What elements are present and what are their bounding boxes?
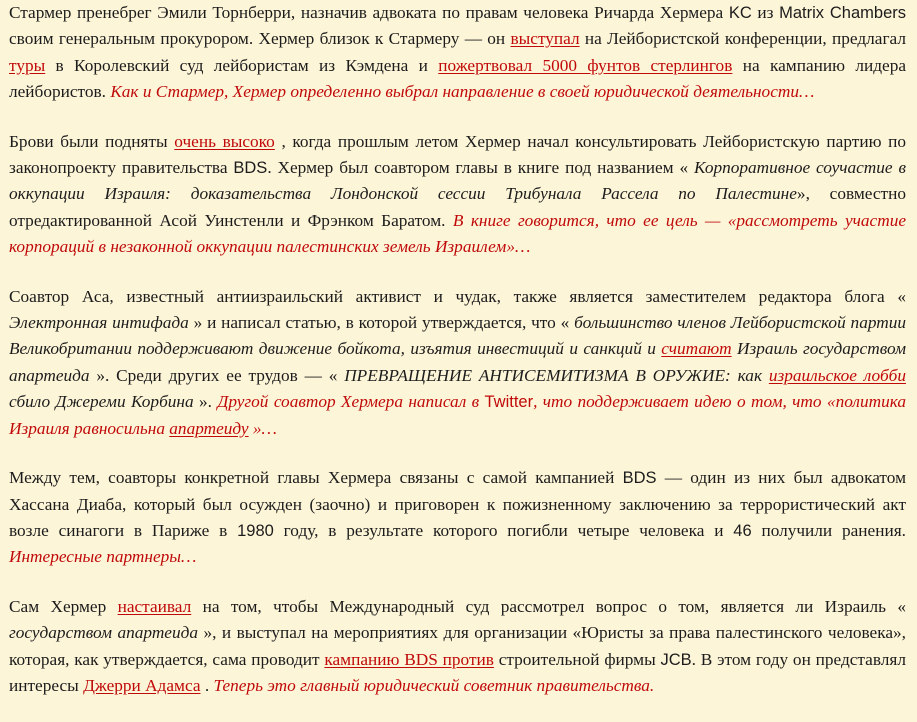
- text: Соавтор Аса, известный антиизраильский активист и чудак, также является заместителем редактора блога «: [9, 286, 906, 306]
- text: BDS: [233, 159, 268, 178]
- text: KC: [728, 4, 752, 22]
- text: BDS: [622, 469, 657, 488]
- link-israeli-lobby[interactable]: израильское лобби: [768, 365, 906, 385]
- commentary: Как и Стармер, Хермер определенно выбрал направление в своей юридической деятельности…: [110, 82, 815, 102]
- text: .: [200, 675, 214, 695]
- book-title: Корпоративное соучастие в оккупации Израиля: доказательства Лондонской сессии Трибунала Рассела по Палестине: [9, 158, 906, 204]
- blog-title: Электронная интифада: [9, 313, 189, 333]
- link-tury[interactable]: туры: [9, 55, 46, 75]
- paragraph-2: [9, 129, 906, 261]
- text: на том, чтобы Международный суд рассмотрел вопрос о том, является ли Израиль «: [191, 596, 906, 616]
- text: , когда прошлым летом Хермер начал консультировать Лейбористскую партию по законопроекту правительства: [9, 131, 906, 178]
- work-title: ПРЕВРАЩЕНИЕ АНТИСЕМИТИЗМА В ОРУЖИЕ: как: [344, 365, 769, 385]
- link-vystupal[interactable]: выступал: [510, 29, 580, 49]
- text: ».: [193, 392, 218, 412]
- link-donation[interactable]: пожертвовал 5000 фунтов стерлингов: [438, 55, 733, 75]
- text: строительной фирмы: [493, 649, 661, 669]
- text: своим генеральным прокурором. Хермер близок к Стармеру — он: [9, 29, 511, 49]
- link-gerry-adams[interactable]: Джерри Адамса: [83, 675, 201, 695]
- text: Между тем, соавторы конкретной главы Хермера связаны с самой кампанией: [9, 468, 623, 488]
- text: на Лейбористской конференции, предлагал: [579, 29, 906, 49]
- paragraph-5: [9, 594, 906, 700]
- commentary: , что поддерживает идею о том, что «политика Израиля равносильна: [9, 392, 907, 438]
- text: Сам Хермер: [9, 596, 118, 616]
- quote: Израиль государством апартеида: [9, 339, 906, 385]
- paragraph-3: [9, 284, 906, 442]
- commentary: Другой соавтор Хермера написал в: [217, 392, 485, 412]
- quote: государством апартеида: [9, 623, 198, 643]
- link-bds-campaign[interactable]: кампанию BDS против: [324, 649, 494, 669]
- text: », и выступал на мероприятиях для организации «Юристы за права палестинского человека», которая, как утверждается, сама проводит: [9, 623, 906, 669]
- text: . В этом году он представлял интересы: [9, 649, 906, 695]
- text: 46: [733, 521, 752, 540]
- text: . Хермер был соавтором главы в книге под названием «: [267, 158, 694, 178]
- text: году, в результате которого погибли четыре человека и: [273, 520, 734, 540]
- text: в Королевский суд лейбористам из Кэмдена и: [45, 55, 439, 75]
- text: Matrix Chambers: [779, 4, 906, 22]
- text: из: [751, 3, 780, 22]
- text: 1980: [237, 521, 274, 540]
- text: Twitter: [484, 393, 534, 412]
- text: JCB: [660, 650, 692, 669]
- article-body: [9, 0, 906, 722]
- text: на кампанию лидера лейбористов.: [9, 55, 906, 102]
- commentary: Интересные партнеры…: [9, 547, 197, 567]
- commentary: В книге говорится, что ее цель — «рассмотреть участие корпораций в незаконной оккупации палестинских земель Израилем»…: [9, 210, 906, 257]
- link-schitayut[interactable]: считают: [661, 339, 732, 359]
- text: получили ранения.: [751, 520, 906, 540]
- text: ». Среди других ее трудов — «: [89, 365, 345, 385]
- link-nastaival[interactable]: настаивал: [117, 596, 192, 616]
- quote: большинство членов Лейбористской партии Великобритании поддерживают движение бойкота, изъятия инвестиций и санкций и: [9, 313, 907, 359]
- paragraph-1: [9, 0, 906, 106]
- paragraph-4: [9, 465, 906, 571]
- commentary: »…: [248, 418, 277, 438]
- text: Брови были подняты: [9, 131, 175, 151]
- work-title: сбило Джереми Корбина: [9, 392, 194, 412]
- link-ochen-vysoko[interactable]: очень высоко: [174, 131, 275, 151]
- text: » и написал статью, в которой утверждается, что «: [188, 313, 575, 333]
- text: », совместно отредактированной Асой Уинстенли и Фрэнком Баратом.: [9, 184, 906, 230]
- commentary: Теперь это главный юридический советник правительства.: [213, 675, 655, 695]
- link-aparteidu[interactable]: апартеиду: [169, 418, 249, 438]
- text: Стармер пренебрег Эмили Торнберри, назначив адвоката по правам человека Ричарда Хермера: [9, 3, 729, 22]
- text: — один из них был адвокатом Хассана Диаба, который был осужден (заочно) и приговорен к пожизненному заключению за террористический акт возле синагоги в Париже в: [9, 468, 906, 540]
